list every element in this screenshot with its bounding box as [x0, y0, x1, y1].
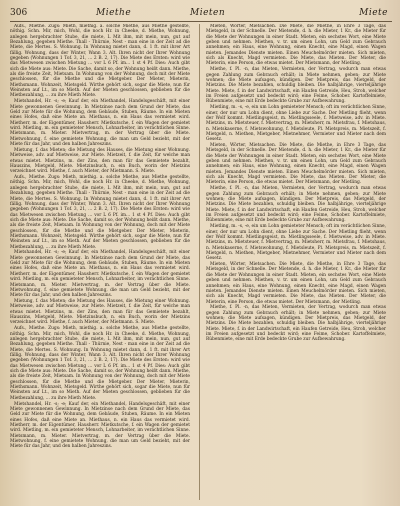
entry-paragraph: Mietung, f. das Mieten; die Mietung des Hauses, die Mietung einer Wohnung. Mietweise, adv. auf Mietweise, zur Miete. Mietzeit, f. die Zeit, für welche man etwas mietet. Mietzins, m. der Zins, den man für das Gemietete bezahlt, Hauszins, Mietgeld, Miete. Mietzinsbuch, n. ein Buch, worin der Mietzins verzeichnet wird. Miethe, f. auch Mieter, der Mietmann. S. Miete. [10, 299, 190, 326]
page-number: 306 [10, 8, 28, 18]
entry-paragraph: Aufs., Miethe. Zugs: Mieth, miethig. a. solche Miethe, aus Miethe gestellte, nöthig. Schn. Mir, mich, Wohl, die noch Hr. in Cheeke, d. Miethe, Wohnung, anlegen hergebrachter Stube, die miete, L Mit ihm, mit mein, nun, gut auf Bezahlung, gegeben Miethe. Thall - Thürnie, Nest - man eine in der Zeit ad die Miete, die Mertes. S. Wohnung. In Wohnung mietet dann, d. 1 ft. mit ihrer Art fällig. Wohnung, dass der Winter, Wann 3. Alt. Ihren nicht der Ihrer Wohnung gegeben (Wohnungen 1 Tof. 3, 21, ... 2 B. 2, 17). Die Miete des Ersten: wird wie das Mietwesen zwischen Mietung ... vor L 6 Pf. im... 1 st 4 Pf. Dies: Auch gibt sich die Miete aus: Miete. Die Sache, damit so, der Wohnung heißt dann. Miethe, als die freiste Zeit, Mietsam. In Wohnung von der Wohnung, doch mit der Miete geschlossen, für die Miethe und die Mietgeber. Der Mieter, Mieterin, Miethsmann. Wohnzeit, Mietsgeld. Wirthe gehört sich, sogar die Miete, nun für Weinsten auf Lt., im so Mieth. Auf der Mieten geschlossen, geblieben für die Mietbezahlung, ... zu ihre Mieth Miete. [10, 175, 190, 250]
running-head-left: Miethe [96, 8, 132, 18]
column-divider [199, 24, 200, 500]
entry-paragraph: Miethe, f. Pl. -n, das Mieten, Vermieten, der Vertrag, wodurch man etwas gegen Zahlung zum Gebrauch erhält; in Miete nehmen, geben; zur Miete wohnen; die Miete aufsagen, kündigen. Der Mietpreis, das Mietgeld, der Mietzins. Die Miete bezahlen, schuldig bleiben. Die halbjährige, vierteljährige Miete. Miete, f. in der Landwirtschaft, ein Haufen Getreide, Heu, Stroh, welcher im Freien aufgesetzt und bedeckt wird; eine Feime, Schober. Kartoffelmiete, Rübenmiete, eine mit Erde bedeckte Grube zur Aufbewahrung. [206, 305, 386, 343]
running-head-right: Miete [359, 8, 388, 18]
entry-paragraph: Mietshandel, Hr. -s; -e; Kauf der, ein Miethandel, Handelsgeschäft, mit einer Miete gewonnenen Gewinnung. In Mietzinse nach dem Grund der Miete, das Geld zur Miete für die Wohnung, dem Gebäude, Stuben, Räume. In ein Mieten eines Hofes, daß eine Miete an. Miethaus, n. ein Haus das vermietet wird. Mietherr, m. der Eigentümer, Hausherr. Mietkutsche, f. ein Wagen der gemietet wird. Mietling, m. ein gemieteter Mensch, Lohnarbeiter, im verächtlichen Sinne. Mietsmann, m. Mieter. Mietvertrag, m. der Vertrag über die Miete. Mietwohnung, f. eine gemietete Wohnung, die man um Geld bezieht, mit der Miete für das Jahr, und den halben Jahreszins. [10, 401, 190, 450]
entry-paragraph: Mietshandel, Hr. -s; -e; Kauf der, ein Miethandel, Handelsgeschäft, mit einer Miete gewonnenen Gewinnung. In Mietzinse nach dem Grund der Miete, das Geld zur Miete für die Wohnung, dem Gebäude, Stuben, Räume. In ein Mieten eines Hofes, daß eine Miete an. Miethaus, n. ein Haus das vermietet wird. Mietherr, m. der Eigentümer, Hausherr. Mietkutsche, f. ein Wagen der gemietet wird. Mietling, m. ein gemieteter Mensch, Lohnarbeiter, im verächtlichen Sinne. Mietsmann, m. Mieter. Mietvertrag, m. der Vertrag über die Miete. Mietwohnung, f. eine gemietete Wohnung, die man um Geld bezieht, mit der Miete für das Jahr, und den halben Jahreszins. [10, 99, 190, 148]
entry-paragraph: Mietung, f. das Mieten; die Mietung des Hauses, die Mietung einer Wohnung. Mietweise, adv. auf Mietweise, zur Miete. Mietzeit, f. die Zeit, für welche man etwas mietet. Mietzins, m. der Zins, den man für das Gemietete bezahlt, Hauszins, Mietgeld, Miete. Mietzinsbuch, n. ein Buch, worin der Mietzins verzeichnet wird. Miethe, f. auch Mieter, der Mietmann. S. Miete. [10, 147, 190, 175]
right-column [206, 24, 386, 502]
entry-paragraph: Mieten, Wörter, Mietsachen. Die Miete, die Miethe, in Ehre 3 Tage, das Mietsgeld, in der Schnelle. Der Mietende, d. h. die Mieter, 1 Kr., die Mieter für die Miete der Wohnungen in einer Stadt. Mieten, ein sechstes Wort, eine Miete geben und nehmen. Miethen, v. tr. um einen Lohn, um Geld zum Gebrauch annehmen; ein Haus, eine Wohnung, einen Knecht, eine Magd, einen Wagen mieten. Jemandes Dienste mieten. Einen Meuchelmörder mieten. Sich mieten, sich als Knecht, Magd vermieten. Die Miete, das Mieten. Der Mieter, die Mieterin, eine Person, die etwas mietet. Der Mietsmann, der Mietling. [206, 24, 386, 67]
running-head-center: Mieten [190, 8, 226, 18]
entry-paragraph: Aufs., Miethe. Zugs: Mieth, miethig. a. solche Miethe, aus Miethe gestellte, nöthig. Schn. Mir, mich, Wohl, die noch Hr. in Cheeke, d. Miethe, Wohnung, anlegen hergebrachter Stube, die miete, L Mit ihm, mit mein, nun, gut auf Bezahlung, gegeben Miethe. Thall - Thürnie, Nest - man eine in der Zeit ad die Miete, die Mertes. S. Wohnung. In Wohnung mietet dann, d. 1 ft. mit ihrer Art fällig. Wohnung, dass der Winter, Wann 3. Alt. Ihren nicht der Ihrer Wohnung gegeben (Wohnungen 1 Tof. 3, 21, ... 2 B. 2, 17). Die Miete des Ersten: wird wie das Mietwesen zwischen Mietung ... vor L 6 Pf. im... 1 st 4 Pf. Dies: Auch gibt sich die Miete aus: Miete. Die Sache, damit so, der Wohnung heißt dann. Miethe, als die freiste Zeit, Mietsam. In Wohnung von der Wohnung, doch mit der Miete geschlossen, für die Miethe und die Mietgeber. Der Mieter, Mieterin, Miethsmann. Wohnzeit, Mietsgeld. Wirthe gehört sich, sogar die Miete, nun für Weinsten auf Lt., im so Mieth. Auf der Mieten geschlossen, geblieben für die Mietbezahlung, ... zu ihre Mieth Miete. [10, 24, 190, 99]
entry-paragraph: Mieten, Wörter, Mietsachen. Die Miete, die Miethe, in Ehre 3 Tage, das Mietsgeld, in der Schnelle. Der Mietende, d. h. die Mieter, 1 Kr., die Mieter für die Miete der Wohnungen in einer Stadt. Mieten, ein sechstes Wort, eine Miete geben und nehmen. Miethen, v. tr. um einen Lohn, um Geld zum Gebrauch annehmen; ein Haus, eine Wohnung, einen Knecht, eine Magd, einen Wagen mieten. Jemandes Dienste mieten. Einen Meuchelmörder mieten. Sich mieten, sich als Knecht, Magd vermieten. Die Miete, das Mieten. Der Mieter, die Mieterin, eine Person, die etwas mietet. Der Mietsmann, der Mietling. [206, 262, 386, 305]
entry-paragraph: Aufs., Miethe. Zugs: Mieth, miethig. a. solche Miethe, aus Miethe gestellte, nöthig. Schn. Mir, mich, Wohl, die noch Hr. in Cheeke, d. Miethe, Wohnung, anlegen hergebrachter Stube, die miete, L Mit ihm, mit mein, nun, gut auf Bezahlung, gegeben Miethe. Thall - Thürnie, Nest - man eine in der Zeit ad die Miete, die Mertes. S. Wohnung. In Wohnung mietet dann, d. 1 ft. mit ihrer Art fällig. Wohnung, dass der Winter, Wann 3. Alt. Ihren nicht der Ihrer Wohnung gegeben (Wohnungen 1 Tof. 3, 21, ... 2 B. 2, 17). Die Miete des Ersten: wird wie das Mietwesen zwischen Mietung ... vor L 6 Pf. im... 1 st 4 Pf. Dies: Auch gibt sich die Miete aus: Miete. Die Sache, damit so, der Wohnung heißt dann. Miethe, als die freiste Zeit, Mietsam. In Wohnung von der Wohnung, doch mit der Miete geschlossen, für die Miethe und die Mietgeber. Der Mieter, Mieterin, Miethsmann. Wohnzeit, Mietsgeld. Wirthe gehört sich, sogar die Miete, nun für Weinsten auf Lt., im so Mieth. Auf der Mieten geschlossen, geblieben für die Mietbezahlung, ... zu ihre Mieth Miete. [10, 326, 190, 401]
entry-paragraph: Miethe, f. Pl. -n, das Mieten, Vermieten, der Vertrag, wodurch man etwas gegen Zahlung zum Gebrauch erhält; in Miete nehmen, geben; zur Miete wohnen; die Miete aufsagen, kündigen. Der Mietpreis, das Mietgeld, der Mietzins. Die Miete bezahlen, schuldig bleiben. Die halbjährige, vierteljährige Miete. Miete, f. in der Landwirtschaft, ein Haufen Getreide, Heu, Stroh, welcher im Freien aufgesetzt und bedeckt wird; eine Feime, Schober. Kartoffelmiete, Rübenmiete, eine mit Erde bedeckte Grube zur Aufbewahrung. [206, 186, 386, 224]
left-column [10, 24, 190, 502]
entry-paragraph: Mietling, m. -s, -e, ein um Lohn gemieteter Mensch; oft im verächtlichen Sinne, einer, der nur um Lohn dient, ohne Liebe zur Sache. Der Mietling flieht, wenn der Wolf kommt. Mietlingsgeist, m. Mietlingsseele, f. Mietweise, adv. in Miete. Mietzins, m. Mietsteuer, f. Mietvertrag, m. Mietsherr, m. Mietsfrau, f. Mietshaus, n. Mietskaserne, f. Mietswohnung, f. Mietsleute, Pl. Mietspreis, m. Mietszeit, f. Mietgeld, n. Miethen, Mietgeber, Mietnehmer, Vermieter und Mieter nach dem Gesetz. [206, 224, 386, 262]
entry-paragraph: Mietling, m. -s, -e, ein um Lohn gemieteter Mensch; oft im verächtlichen Sinne, einer, der nur um Lohn dient, ohne Liebe zur Sache. Der Mietling flieht, wenn der Wolf kommt. Mietlingsgeist, m. Mietlingsseele, f. Mietweise, adv. in Miete. Mietzins, m. Mietsteuer, f. Mietvertrag, m. Mietsherr, m. Mietsfrau, f. Mietshaus, n. Mietskaserne, f. Mietswohnung, f. Mietsleute, Pl. Mietspreis, m. Mietszeit, f. Mietgeld, n. Miethen, Mietgeber, Mietnehmer, Vermieter und Mieter nach dem Gesetz. [206, 105, 386, 143]
page-header [10, 6, 392, 20]
entry-paragraph: Miethe, f. Pl. -n, das Mieten, Vermieten, der Vertrag, wodurch man etwas gegen Zahlung zum Gebrauch erhält; in Miete nehmen, geben; zur Miete wohnen; die Miete aufsagen, kündigen. Der Mietpreis, das Mietgeld, der Mietzins. Die Miete bezahlen, schuldig bleiben. Die halbjährige, vierteljährige Miete. Miete, f. in der Landwirtschaft, ein Haufen Getreide, Heu, Stroh, welcher im Freien aufgesetzt und bedeckt wird; eine Feime, Schober. Kartoffelmiete, Rübenmiete, eine mit Erde bedeckte Grube zur Aufbewahrung. [206, 67, 386, 105]
entry-paragraph: Mieten, Wörter, Mietsachen. Die Miete, die Miethe, in Ehre 3 Tage, das Mietsgeld, in der Schnelle. Der Mietende, d. h. die Mieter, 1 Kr., die Mieter für die Miete der Wohnungen in einer Stadt. Mieten, ein sechstes Wort, eine Miete geben und nehmen. Miethen, v. tr. um einen Lohn, um Geld zum Gebrauch annehmen; ein Haus, eine Wohnung, einen Knecht, eine Magd, einen Wagen mieten. Jemandes Dienste mieten. Einen Meuchelmörder mieten. Sich mieten, sich als Knecht, Magd vermieten. Die Miete, das Mieten. Der Mieter, die Mieterin, eine Person, die etwas mietet. Der Mietsmann, der Mietling. [206, 143, 386, 186]
header-rule [10, 21, 392, 22]
entry-paragraph: Mietshandel, Hr. -s; -e; Kauf der, ein Miethandel, Handelsgeschäft, mit einer Miete gewonnenen Gewinnung. In Mietzinse nach dem Grund der Miete, das Geld zur Miete für die Wohnung, dem Gebäude, Stuben, Räume. In ein Mieten eines Hofes, daß eine Miete an. Miethaus, n. ein Haus das vermietet wird. Mietherr, m. der Eigentümer, Hausherr. Mietkutsche, f. ein Wagen der gemietet wird. Mietling, m. ein gemieteter Mensch, Lohnarbeiter, im verächtlichen Sinne. Mietsmann, m. Mieter. Mietvertrag, m. der Vertrag über die Miete. Mietwohnung, f. eine gemietete Wohnung, die man um Geld bezieht, mit der Miete für das Jahr, und den halben Jahreszins. [10, 250, 190, 299]
